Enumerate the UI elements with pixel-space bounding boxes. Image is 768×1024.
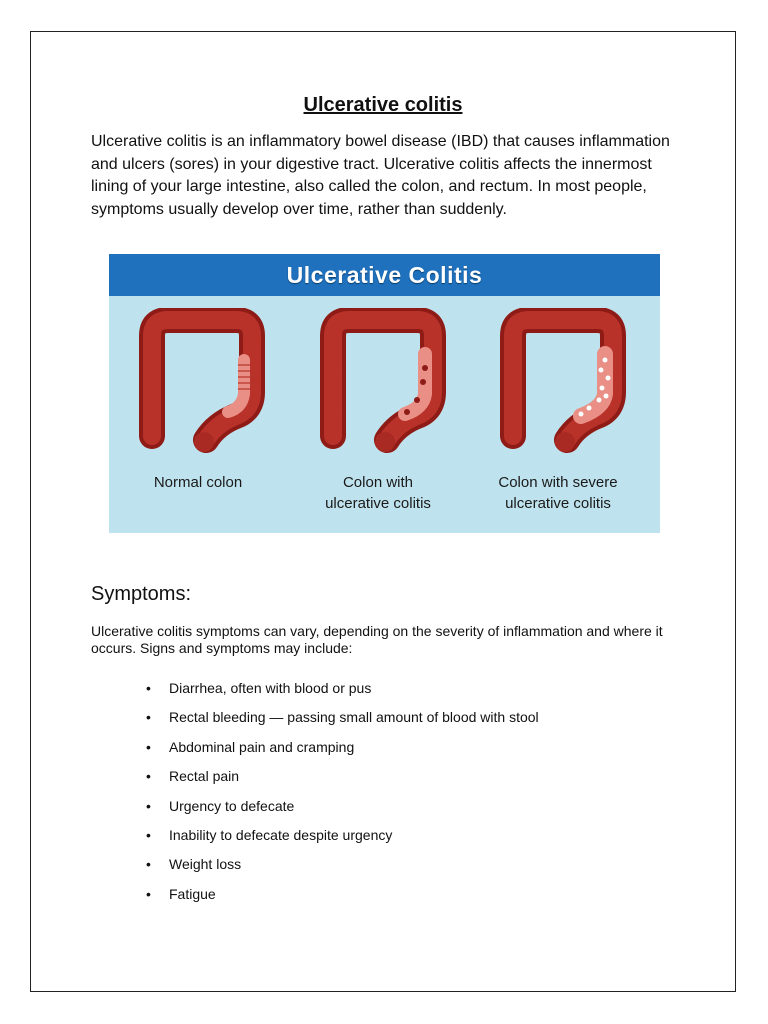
caption-line: Colon with severe: [498, 474, 618, 491]
document-page: [30, 31, 736, 992]
document-title: Ulcerative colitis: [303, 94, 463, 116]
list-item-text: Diarrhea, often with blood or pus: [169, 680, 372, 696]
bullet-icon: •: [146, 680, 151, 696]
list-item: [141, 856, 539, 885]
bullet-icon: •: [146, 709, 151, 726]
caption-line: ulcerative colitis: [325, 495, 431, 512]
caption-line: ulcerative colitis: [505, 495, 611, 512]
colitis-illustration: [109, 254, 660, 533]
list-item-text: Rectal bleeding — passing small amount of blood with stool: [169, 709, 539, 726]
bullet-icon: •: [146, 768, 151, 785]
list-item-text: Fatigue: [169, 885, 216, 902]
severe-colon-image: [485, 308, 635, 458]
intro-paragraph: Ulcerative colitis is an inflammatory bowel disease (IBD) that causes inflammation and ulcers (sores) in your digestive tract. Ulcerative colitis affects the innermost lining of your large intestine, also called the colon, and rectum. In most people, symptoms usually develop over time, rather than suddenly.: [91, 133, 670, 218]
list-item-text: Urgency to defecate: [169, 797, 295, 814]
bullet-icon: •: [146, 856, 151, 873]
list-item: [141, 886, 539, 915]
caption-line: Normal colon: [153, 474, 243, 491]
caption-severe-colitis: [470, 472, 646, 514]
symptoms-list: [141, 680, 539, 915]
list-item-text: Weight loss: [169, 856, 242, 873]
list-item: [141, 827, 539, 856]
list-item: [141, 798, 539, 827]
ulcerative-colon-image: [305, 308, 455, 458]
bullet-icon: •: [146, 826, 151, 843]
caption-ulcerative-colitis: [290, 472, 466, 514]
symptoms-intro: Ulcerative colitis symptoms can vary, depending on the severity of inflammation and where it occurs. Signs and symptoms may include:: [91, 623, 663, 656]
normal-colon-image: [124, 308, 274, 458]
caption-line: Colon with: [342, 474, 414, 491]
symptoms-heading: Symptoms:: [91, 583, 192, 605]
bullet-icon: •: [146, 738, 151, 755]
list-item: [141, 680, 539, 709]
list-item: [141, 768, 539, 797]
bullet-icon: •: [146, 885, 151, 902]
list-item-text: Abdominal pain and cramping: [169, 738, 355, 755]
list-item: [141, 709, 539, 738]
caption-normal-colon: [110, 472, 286, 493]
list-item: [141, 739, 539, 768]
illustration-header: Ulcerative Colitis: [109, 254, 660, 296]
list-item-text: Inability to defecate despite urgency: [169, 826, 393, 843]
bullet-icon: •: [146, 797, 151, 814]
list-item-text: Rectal pain: [169, 768, 240, 785]
